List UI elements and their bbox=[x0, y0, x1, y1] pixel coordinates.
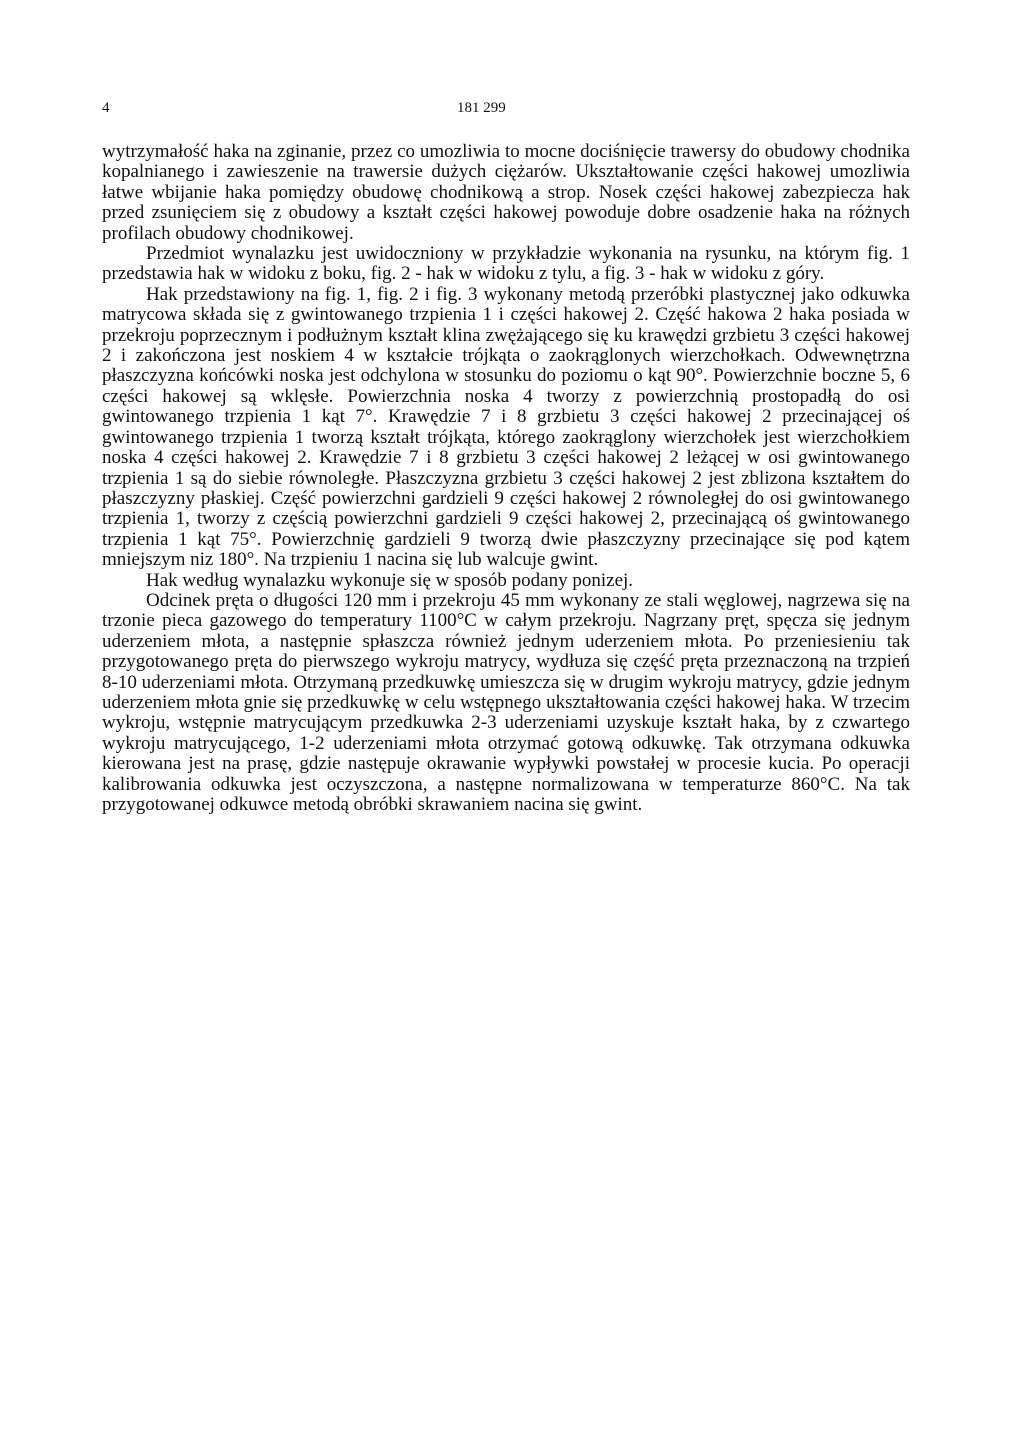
patent-number: 181 299 bbox=[457, 100, 506, 116]
paragraph-1: wytrzymałość haka na zginanie, przez co umozliwia to mocne dociśnięcie trawersy do obudowy chodnika kopalnianego i zawieszenie na trawersie dużych ciężarów. Ukształtowanie części hakowej umozliwia łatwe wbijanie haka pomiędzy obudowę chodnikową a strop. Nosek części hakowej zabezpiecza hak przed zsunięciem się z obudowy a kształt części hakowej powoduje dobre osadzenie haka na różnych profilach obudowy chodnikowej. bbox=[102, 141, 910, 244]
page-number: 4 bbox=[102, 100, 110, 116]
paragraph-4: Hak według wynalazku wykonuje się w sposób podany ponizej. bbox=[146, 569, 634, 591]
page-header bbox=[102, 100, 922, 124]
body-text bbox=[102, 142, 910, 815]
paragraph-2: Przedmiot wynalazku jest uwidoczniony w przykładzie wykonania na rysunku, na którym fig. 1 przedstawia hak w widoku z boku, fig. 2 - hak w widoku z tylu, a fig. 3 - hak w widoku z góry. bbox=[102, 243, 910, 285]
paragraph-5: Odcinek pręta o długości 120 mm i przekroju 45 mm wykonany ze stali węglowej, nagrzewa się na trzonie pieca gazowego do temperatury 1100°C w całym przekroju. Nagrzany pręt, spęcza się jednym uderzeniem młota, a następnie spłaszcza również jednym uderzeniem młota. Po przeniesieniu tak przygotowanego pręta do pierwszego wykroju matrycy, wydłuza się część pręta przeznaczoną na trzpień 8-10 uderzeniami młota. Otrzymaną przedkuwkę umieszcza się w drugim wykroju matrycy, gdzie jednym uderzeniem młota gnie się przedkuwkę w celu wstępnego ukształtowania części hakowej haka. W trzecim wykroju, wstępnie matrycującym przedkuwka 2-3 uderzeniami uzyskuje kształt haka, by z czwartego wykroju matrycującego, 1-2 uderzeniami młota otrzymać gotową odkuwkę. Tak otrzymana odkuwka kierowana jest na prasę, gdzie następuje okrawanie wypływki powstałej w procesie kucia. Po operacji kalibrowania odkuwka jest oczyszczona, a następne normalizowana w temperaturze 860°C. Na tak przygotowanej odkuwce metodą obróbki skrawaniem nacina się gwint. bbox=[102, 589, 910, 815]
paragraph-3: Hak przedstawiony na fig. 1, fig. 2 i fig. 3 wykonany metodą przeróbki plastycznej jako odkuwka matrycowa składa się z gwintowanego trzpienia 1 i części hakowej 2. Część hakowa 2 haka posiada w przekroju poprzecznym i podłużnym kształt klina zwężającego się ku krawędzi grzbietu 3 części hakowej 2 i zakończona jest noskiem 4 w kształcie trójkąta o zaokrąglonych wierzchołkach. Odwewnętrzna płaszczyzna końcówki noska jest odchylona w stosunku do poziomu o kąt 90°. Powierzchnie boczne 5, 6 części hakowej są wklęsłe. Powierzchnia noska 4 tworzy z powierzchnią prostopadłą do osi gwintowanego trzpienia 1 kąt 7°. Krawędzie 7 i 8 grzbietu 3 części hakowej 2 przecinającej oś gwintowanego trzpienia 1 tworzą kształt trójkąta, którego zaokrąglony wierzchołek jest wierzchołkiem noska 4 części hakowej 2. Krawędzie 7 i 8 grzbietu 3 części hakowej 2 leżącej w osi gwintowanego trzpienia 1 są do siebie równoległe. Płaszczyzna grzbietu 3 części hakowej 2 jest zblizona kształtem do płaszczyzny płaskiej. Część powierzchni gardzieli 9 części hakowej 2 równoległej do osi gwintowanego trzpienia 1, tworzy z częścią powierzchni gardzieli 9 części hakowej 2, przecinającą oś gwintowanego trzpienia 1 kąt 75°. Powierzchnię gardzieli 9 tworzą dwie płaszczyzny przecinające się pod kątem mniejszym niz 180°. Na trzpieniu 1 nacina się lub walcuje gwint. bbox=[102, 283, 910, 571]
